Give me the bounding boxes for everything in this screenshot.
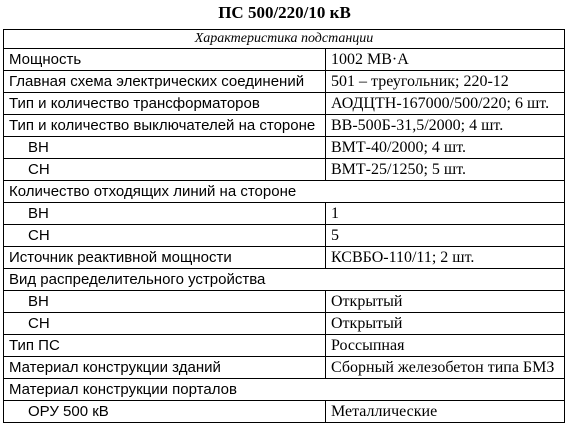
table-row xyxy=(4,313,565,335)
table-row xyxy=(4,335,565,357)
row-value: КСВБО-110/11; 2 шт. xyxy=(326,247,565,269)
row-value: АОДЦТН-167000/500/220; 6 шт. xyxy=(326,93,565,115)
table-row xyxy=(4,159,565,181)
table-group-row xyxy=(4,181,565,203)
row-value: Открытый xyxy=(326,291,565,313)
row-label: ВН xyxy=(4,203,326,225)
table-row xyxy=(4,225,565,247)
table-row xyxy=(4,71,565,93)
row-label: Источник реактивной мощности xyxy=(4,247,326,269)
table-group-row xyxy=(4,269,565,291)
row-value: 1 xyxy=(326,203,565,225)
substation-spec-table xyxy=(3,29,565,423)
table-caption-row xyxy=(4,30,565,49)
row-label: Тип ПС xyxy=(4,335,326,357)
table-row xyxy=(4,49,565,71)
table-row xyxy=(4,203,565,225)
row-label: Главная схема электрических соединений xyxy=(4,71,326,93)
row-label: ВН xyxy=(4,137,326,159)
table-row xyxy=(4,93,565,115)
spec-table-body xyxy=(4,30,565,423)
table-caption: Характеристика подстанции xyxy=(4,30,565,49)
row-label: СН xyxy=(4,313,326,335)
table-row xyxy=(4,357,565,379)
row-value: Сборный железобетон типа БМЗ xyxy=(326,357,565,379)
row-value: ВМТ-25/1250; 5 шт. xyxy=(326,159,565,181)
row-value: Металлические xyxy=(326,401,565,423)
page-title: ПС 500/220/10 кВ xyxy=(218,3,351,22)
row-value: 1002 МВ·А xyxy=(326,49,565,71)
row-label: СН xyxy=(4,159,326,181)
table-group-row xyxy=(4,379,565,401)
row-label: Материал конструкции порталов xyxy=(4,379,565,401)
table-row xyxy=(4,115,565,137)
row-label: Вид распределительного устройства xyxy=(4,269,565,291)
row-label: Количество отходящих линий на стороне xyxy=(4,181,565,203)
row-label: ВН xyxy=(4,291,326,313)
table-row xyxy=(4,137,565,159)
row-label: Мощность xyxy=(4,49,326,71)
row-label: Материал конструкции зданий xyxy=(4,357,326,379)
row-value: 501 – треугольник; 220-12 xyxy=(326,71,565,93)
row-label: Тип и количество выключателей на стороне xyxy=(4,115,326,137)
row-value: ВВ-500Б-31,5/2000; 4 шт. xyxy=(326,115,565,137)
row-label: ОРУ 500 кВ xyxy=(4,401,326,423)
row-value: ВМТ-40/2000; 4 шт. xyxy=(326,137,565,159)
table-row xyxy=(4,247,565,269)
table-row xyxy=(4,291,565,313)
row-value: Открытый xyxy=(326,313,565,335)
table-row xyxy=(4,401,565,423)
row-value: Россыпная xyxy=(326,335,565,357)
row-label: Тип и количество трансформаторов xyxy=(4,93,326,115)
row-label: СН xyxy=(4,225,326,247)
row-value: 5 xyxy=(326,225,565,247)
